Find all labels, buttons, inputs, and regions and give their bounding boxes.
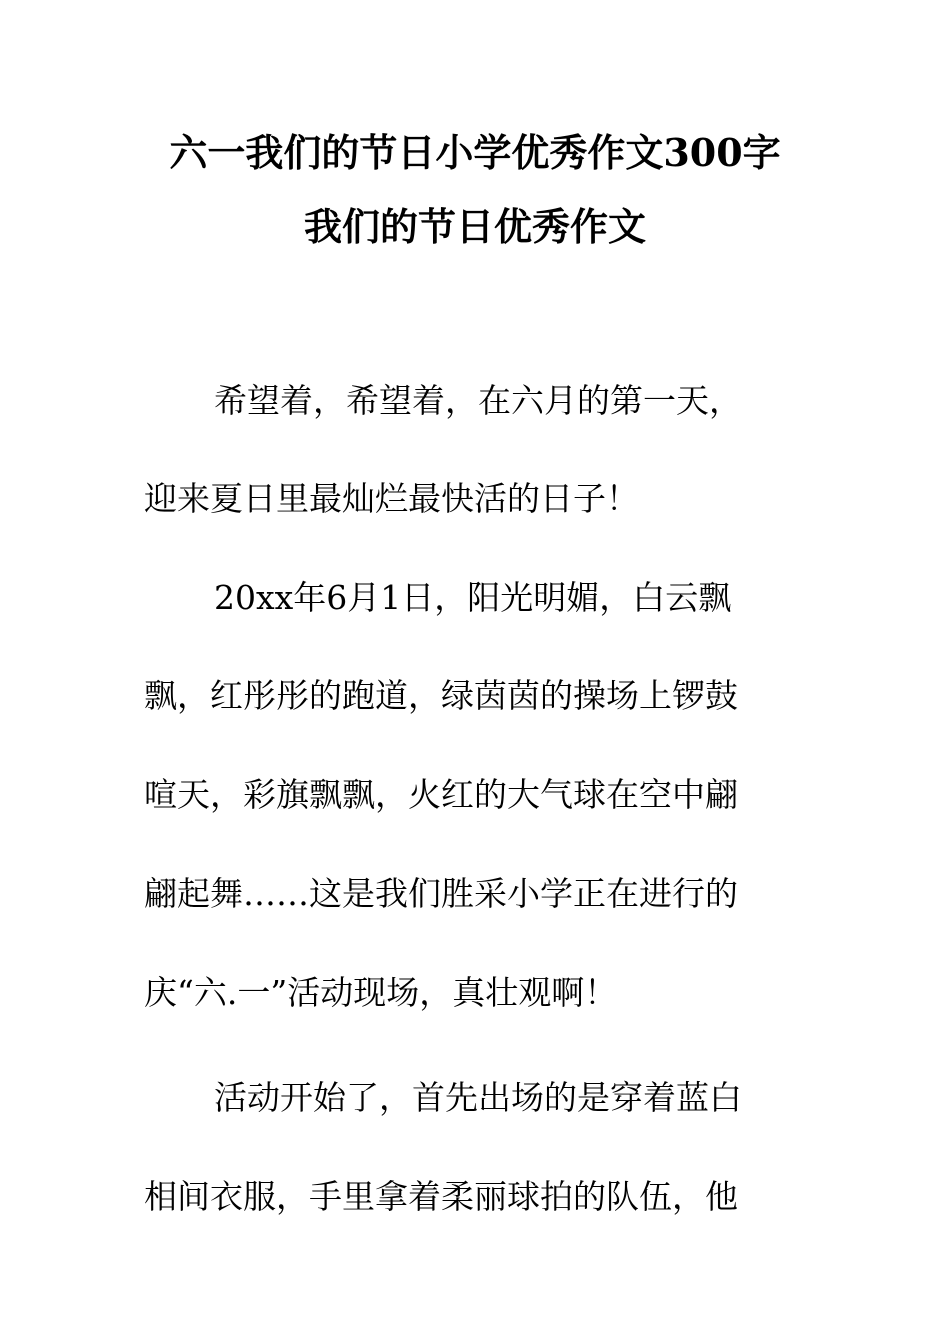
paragraph-2-line-4: 翩起舞……这是我们胜采小学正在进行的 [144, 874, 738, 913]
paragraph-1-line-2: 迎来夏日里最灿烂最快活的日子！ [144, 479, 639, 518]
paragraph-3-line-2: 相间衣服，手里拿着柔丽球拍的队伍，他 [144, 1177, 738, 1216]
paragraph-1-line-1: 希望着，希望着，在六月的第一天， [214, 381, 742, 420]
paragraph-2-line-5: 庆“六.一”活动现场，真壮观啊！ [144, 973, 618, 1012]
paragraph-2-line-3: 喧天，彩旗飘飘，火红的大气球在空中翩 [144, 775, 738, 814]
document-title-line-1: 六一我们的节日小学优秀作文300字 [169, 130, 781, 175]
document-title-line-2: 我们的节日优秀作文 [303, 204, 646, 249]
paragraph-2-line-2: 飘，红彤彤的跑道，绿茵茵的操场上锣鼓 [144, 676, 738, 715]
paragraph-3-line-1: 活动开始了，首先出场的是穿着蓝白 [214, 1078, 742, 1117]
paragraph-2-line-1: 20xx年6月1日，阳光明媚，白云飘 [214, 578, 732, 617]
